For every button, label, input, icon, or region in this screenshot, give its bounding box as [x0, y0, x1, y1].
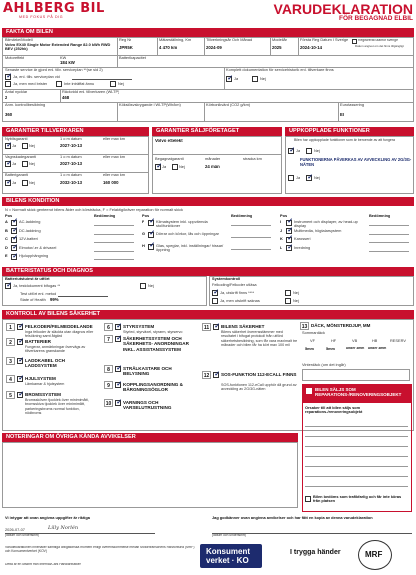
until-label-3: eller max km — [103, 173, 126, 177]
condition-item-checkbox[interactable] — [148, 220, 154, 226]
condition-assessment-line[interactable] — [231, 249, 271, 250]
safety-item-title: HJULSYSTEM — [25, 376, 56, 381]
safety-item-checkbox[interactable] — [115, 324, 121, 330]
seller-warranty-label: Begagnatgaranti — [155, 157, 184, 161]
condition-pos-header-2: Pos — [280, 214, 288, 218]
battery-cap-label: Batterikapacitet — [119, 56, 146, 60]
paint-warranty-date: 2027-10-13 — [60, 162, 82, 166]
safety-item-checkbox[interactable] — [115, 400, 121, 406]
new-warranty-label: Nybilsgaranti — [5, 137, 28, 141]
safety-item-number: 2 — [6, 338, 15, 346]
repair-object-title-text: BILEN SÄLJS SOM REPARATIONS-/RENOVERINGSOBJEKT — [315, 387, 402, 398]
sys-print-nej-label: Nej — [293, 291, 299, 295]
safety-item-checkbox[interactable] — [213, 324, 219, 330]
service-yes-checkbox[interactable] — [5, 74, 11, 80]
first-reg-label: Första Reg Datum I Sverige — [300, 38, 349, 42]
bat-test-ja-label: Ja, testdokument bifogas ** — [13, 284, 61, 288]
safety-item-number: 12 — [203, 373, 210, 379]
docs-nej-label: Nej — [260, 77, 266, 81]
year-value: 2025 — [272, 46, 282, 50]
section-warranty-header: GARANTIER TILLVERKAREN — [2, 127, 149, 136]
safety-item-desc: SOS-funktionen 112-eCall upphör då grund av avveckling av 2G/3G-näten — [221, 383, 297, 392]
anm-label: Anm. kontrollbesiktning — [5, 103, 46, 107]
paint-warranty-nej-checkbox[interactable] — [22, 161, 28, 167]
new-warranty-nej-label: Nej — [29, 144, 35, 148]
buyer-sign-label: Jag godkänner ovan angivna avvikelser och har fått en kopia av denna varudeklaration — [212, 516, 373, 520]
buyer-sign-sub: (datum och underskrift) — [212, 534, 246, 537]
condition-item-checkbox[interactable] — [11, 245, 17, 251]
section-safety-header: KONTROLL AV BILENS SÄKERHET — [2, 310, 414, 319]
condition-item-checkbox[interactable] — [11, 237, 17, 243]
condition-pos-header-0: Pos — [5, 214, 13, 218]
paint-warranty-ja-label: Ja — [12, 162, 17, 166]
brand-logo — [3, 2, 103, 19]
safety-item-checkbox[interactable] — [17, 358, 23, 364]
from-label-2: 1 o m datum — [60, 155, 82, 159]
safety-item-number: 7 — [104, 335, 113, 343]
safety-item-number: 10 — [105, 401, 112, 407]
condition-item-label: Hjulupphängning — [19, 254, 49, 259]
condition-item-checkbox[interactable] — [11, 228, 17, 234]
condition-item-letter: H — [142, 244, 145, 248]
traffic-danger-checkbox[interactable] — [305, 496, 311, 502]
condition-item-letter: E — [5, 254, 8, 259]
sys-print-ja-label: Ja, utskrift finns **** — [220, 291, 255, 295]
condition-item-label: Karosseri — [294, 237, 311, 242]
reg-value: JPR5K — [119, 46, 133, 50]
footer-web: Detta är en utskrift från Internal/Cars Handlarbutiken — [5, 563, 82, 566]
until-label-1: eller max km — [103, 137, 126, 141]
reg-abroad-checkbox[interactable] — [352, 39, 357, 44]
co2-label: Körbonikvärd (CO2 g/km) — [206, 103, 251, 107]
summer-tire-label: Sommardäck — [302, 331, 325, 335]
safety-item-number: 3 — [6, 357, 15, 365]
doc-title: VARUDEKLARATION — [273, 1, 413, 17]
seller-month-label: månader — [205, 157, 221, 161]
connected-affected-label: FUNKTIONERNA PÅVERKAS AV AVVECKLING AV 2G/3G-NÄTEN — [300, 157, 412, 167]
paint-warranty-label: Vagnskadegaranti — [5, 155, 37, 159]
seller-warranty-nej-checkbox[interactable] — [172, 164, 178, 170]
connected-ja-checkbox[interactable] — [288, 148, 294, 154]
odo-value: 4 470 km — [159, 46, 178, 50]
section-condition-header: BILENS KONDITION — [2, 197, 414, 206]
condition-item-checkbox[interactable] — [286, 237, 292, 243]
condition-assessment-line[interactable] — [231, 237, 271, 238]
safety-item-number: 8 — [104, 365, 113, 373]
safety-item-number: 5 — [6, 391, 15, 399]
doc-subtitle: FÖR BEGAGNAD ELBIL — [338, 15, 413, 22]
new-warranty-ja-label: Ja — [12, 144, 17, 148]
safety-item-title: FELKODER/FELMEDDELANDE — [25, 324, 93, 329]
notes-box[interactable] — [2, 442, 298, 508]
docs-label: Komplett dokumentation för servicehistorik enl. tillverkare finns — [226, 68, 334, 72]
soh-value: 99% — [50, 298, 59, 302]
sys-missing-ja-checkbox[interactable] — [212, 298, 218, 304]
odo-label: Mätarställning, Km — [159, 38, 192, 42]
condition-assessment-line[interactable] — [94, 234, 134, 235]
docs-ja-checkbox[interactable] — [226, 76, 232, 82]
safety-item-checkbox[interactable] — [17, 376, 23, 382]
kw-value: 184 kW — [60, 61, 75, 65]
cons-label: Kökslösvskrygande i WLTP(Wh/km) — [119, 103, 181, 107]
condition-item-letter: F — [142, 220, 145, 224]
tire-col-hb: HB — [372, 339, 378, 343]
section-facts-header: FAKTA OM BILEN — [2, 28, 414, 37]
condition-grid — [2, 214, 414, 263]
service-flaw-checkbox[interactable] — [5, 81, 11, 87]
tire-col-res: RESERV — [390, 339, 406, 343]
tire-number: 13 — [301, 324, 308, 330]
condition-item-checkbox[interactable] — [286, 220, 292, 226]
winter-tire-label: Vinterdäck (om det ingår) — [302, 363, 346, 367]
condition-item-letter: G — [142, 232, 146, 236]
bat-warranty-label: Batterigaranti — [5, 173, 29, 177]
range-label: Räckvidd enl. tillverkaren (WLTP) — [62, 90, 120, 94]
seller-ja-label: Ja — [162, 165, 167, 169]
new-warranty-nej-checkbox[interactable] — [22, 143, 28, 149]
mfg-label: Tillverkningsår Och Månad — [206, 38, 253, 42]
reg-abroad-note: Datum angivet om det finns tillgängligt — [355, 45, 404, 48]
seller-km-label: stracka km — [243, 157, 262, 161]
sys-missing-ja-label: Ja, men utskrift saknas — [220, 299, 260, 303]
seller-name: Volvo eSelekt — [155, 139, 183, 143]
condition-item-letter: A — [5, 220, 8, 224]
safety-item-title: KOPPLINGSANORDNING & BÄRGNINGSÖGLOR — [123, 382, 183, 393]
footer-text: Varudeklarationen innehåller samtliga obligatoriska moment enligt överenskommelse mellan Motorbranschens Riksförbund (MRF) och Konsumentverket (KOV) — [5, 546, 195, 553]
condition-item-label: Multimedia, högtalarsystem — [294, 228, 342, 233]
condition-assessment-line[interactable] — [94, 242, 134, 243]
trygg-text: I trygga händer — [290, 549, 341, 556]
bat-warranty-nej-label: Nej — [29, 181, 35, 185]
sys-missing-nej-checkbox[interactable] — [285, 298, 291, 304]
reg-label: Reg Nr — [119, 38, 132, 42]
from-label-1: 1 o m datum — [60, 137, 82, 141]
condition-assessment-line[interactable] — [94, 251, 134, 252]
paint-warranty-ja-checkbox[interactable] — [5, 161, 11, 167]
safety-item-desc: Lämkamar & hjulsystem — [25, 382, 65, 386]
safety-item-checkbox[interactable] — [17, 339, 23, 345]
connected-question: Bilen har uppkopplade funktioner som är beroende av att fungera — [294, 138, 395, 142]
safety-item-checkbox[interactable] — [115, 382, 121, 388]
safety-item-number: 9 — [104, 381, 113, 389]
keys-label: Antal nycklar — [5, 90, 28, 94]
year-label: Modellår — [272, 38, 287, 42]
bat-warranty-ja-label: Ja — [12, 181, 17, 185]
tire-col-vb: VB — [352, 339, 358, 343]
service-nej-checkbox[interactable] — [110, 81, 116, 87]
safety-item-number: 4 — [6, 375, 15, 383]
section-seller-warranty-header: GARANTIER SÄLJFÖRETAGET — [152, 127, 282, 136]
safety-item-title: STRÅLKASTARE OCH BELYSNING — [123, 366, 172, 377]
service-label: Senaste service är gjord enl. tillv. serviceplan **(se sid 2) — [5, 68, 103, 72]
condition-item-checkbox[interactable] — [286, 245, 292, 251]
service-none-label: Inte inträffat ännu — [64, 82, 95, 86]
from-label-3: 1 o m datum — [60, 173, 82, 177]
bat-warranty-ja-checkbox[interactable] — [5, 180, 11, 186]
repair-reason-label: Orsaker till att bilen säljs som reparations-/renoveringsobjekt — [305, 406, 363, 415]
tire-hb: under 3mm — [368, 347, 387, 350]
condition-item-label: DC-laddning — [19, 228, 41, 233]
condition-item-letter: L — [280, 245, 283, 250]
condition-item-letter: B — [5, 228, 8, 233]
affected-ja-checkbox[interactable] — [288, 175, 294, 181]
safety-item-desc: Fungerar, anmärkningar övervägs av tillverkarens granskande — [25, 345, 86, 354]
bat-test-label: Batteriutstuiest är utfört — [5, 277, 50, 281]
range-value: 468 — [62, 96, 70, 100]
safety-item-number: 6 — [104, 323, 113, 331]
model-value: Volvo EX40 Single Motor Extended Range 82.0 kWh RWD BEV (252hk) — [5, 43, 111, 52]
seller-sign-label: Vi intygar att ovan angivna uppgifter är riktiga — [5, 516, 90, 520]
safety-item-title: LADDKABEL OCH LADDSYSTEM — [25, 358, 65, 369]
tire-title: DÄCK, MÖNSTERDJUP, MM — [311, 323, 371, 328]
kov-line2: verket · KO — [206, 556, 249, 565]
condition-item-checkbox[interactable] — [148, 244, 154, 250]
kw-label: KW — [60, 56, 67, 60]
service-none-checkbox[interactable] — [56, 81, 62, 87]
condition-legend: N = Normalt skick genteerot bilens ålder och körsträcka, F = Felaktig/kräver reparation för normalt skick — [5, 208, 183, 212]
condition-item-checkbox[interactable] — [148, 232, 154, 238]
safety-item-title: BROMSSYSTEM — [25, 392, 61, 397]
reg-abroad-label: Registrerat utanför sverige — [358, 39, 398, 42]
safety-item-title: BATTERIER — [25, 339, 51, 344]
sys-print-ja-checkbox[interactable] — [212, 290, 218, 296]
tire-hf: 5mm — [326, 347, 335, 351]
anm-value: 360 — [5, 113, 13, 117]
affected-ja-label: Ja — [296, 176, 301, 180]
condition-item-label: 12V-batteri — [19, 237, 38, 242]
test-method-label: Test utfört enl. metod — [20, 292, 57, 296]
condition-pos-header-1: Pos — [142, 214, 150, 218]
safety-item-checkbox[interactable] — [17, 392, 23, 398]
condition-item-label: Inredning — [294, 245, 311, 250]
condition-item-letter: D — [5, 245, 8, 250]
condition-item-checkbox[interactable] — [286, 228, 292, 234]
safety-item-checkbox[interactable] — [115, 336, 121, 342]
section-battery-header: BATTERISTATUS OCH DIAGNOS — [2, 267, 414, 276]
safety-item-checkbox[interactable] — [17, 324, 23, 330]
safety-item-desc: Bromssköven tjocklek över minimimått, bromsskiva tjocklek över minimimått, parkeringsbroms normal funktion, nödbroms — [25, 398, 89, 416]
connected-nej-checkbox[interactable] — [306, 148, 312, 154]
tire-col-hf: HF — [331, 339, 337, 343]
euro-value: El — [340, 113, 345, 117]
safety-item-title: STYRSYSTEM — [123, 324, 155, 329]
condition-item-label: Glas, speglar, inkl. inställningar/ hissar/öppning — [156, 244, 224, 253]
repair-object-checkbox[interactable] — [306, 388, 312, 394]
condition-item-label: Elmotor/-er & drivaxel — [19, 245, 57, 250]
condition-assessment-line[interactable] — [369, 225, 409, 226]
safety-item-desc: Bilens säkerhet överensstämmer med resultatet i bifogat protokoll från utförd säkerhetsbesiktning, som får vara maximalt tre månader och bilen får ha kört max 100 mil — [221, 330, 298, 348]
safety-item-title: SÄKERHETSSYSTEM OCH SÄKERHETS- ANORDNINGAR INKL. ASSISTANSSYSTEM — [123, 336, 189, 352]
condition-bed-header-2: Bedömning — [369, 214, 391, 218]
safety-item-number: 1 — [6, 323, 15, 331]
tire-vb: under 3mm — [346, 347, 365, 350]
keys-value: 2 — [5, 96, 8, 100]
condition-assessment-line[interactable] — [94, 259, 134, 260]
mrf-logo-text: MRF — [365, 550, 383, 559]
mfg-value: 2024-09 — [206, 46, 222, 50]
condition-assessment-line[interactable] — [94, 225, 134, 226]
sys-missing-nej-label: Nej — [293, 299, 299, 303]
docs-ja-label: Ja — [234, 77, 239, 81]
seller-sign-sub: (datum och underskrift) — [5, 534, 39, 537]
affected-nej-checkbox[interactable] — [306, 175, 312, 181]
connected-ja-label: Ja — [296, 149, 301, 153]
service-yes-label: Ja, enl. tillv. serviceplan vid — [13, 75, 60, 79]
section-connected-header: UPPKOPPLADE FUNKTIONER — [285, 127, 414, 136]
model-label: Bilmärke/Modell — [5, 38, 33, 42]
condition-item-letter: J — [280, 228, 283, 233]
seller-sign-date: 2026-07-07 — [5, 528, 25, 532]
condition-item-checkbox[interactable] — [11, 220, 17, 226]
seller-warranty-ja-checkbox[interactable] — [155, 164, 161, 170]
until-label-2: eller max km — [103, 155, 126, 159]
condition-item-letter: C — [5, 237, 8, 242]
power-label: Motoreffekt — [5, 56, 25, 60]
bat-warranty-km: 160 000 — [103, 181, 119, 185]
fault-read-label: Felkoding/Felkoder utläsa — [212, 283, 257, 287]
seller-nej-label: Nej — [179, 165, 185, 169]
condition-item-checkbox[interactable] — [11, 254, 17, 260]
condition-item-label: Dörrar och körkor, lås och öppningar — [156, 232, 219, 236]
section-notes-header: NOTERINGAR OM ÖVRIGA KÄNDA AVVIKELSER — [2, 433, 298, 442]
condition-item-label: Instrument och displayer, av head-up display — [294, 220, 358, 229]
condition-assessment-line[interactable] — [369, 251, 409, 252]
bat-warranty-date: 2032-10-13 — [60, 181, 82, 185]
connected-nej-label: Nej — [314, 149, 320, 153]
seller-months: 24 mån — [205, 165, 220, 169]
service-nej-label: Nej — [118, 82, 124, 86]
condition-assessment-line[interactable] — [369, 234, 409, 235]
sys-print-nej-checkbox[interactable] — [285, 290, 291, 296]
brand-name: AHLBERG BIL — [3, 1, 105, 16]
condition-item-letter: I — [280, 220, 282, 224]
condition-assessment-line[interactable] — [369, 242, 409, 243]
condition-bed-header-1: Bedömning — [231, 214, 253, 218]
euro-label: Eurotassering — [340, 103, 365, 107]
safety-item-checkbox[interactable] — [115, 366, 121, 372]
safety-item-number: 11 — [203, 325, 210, 331]
condition-assessment-line[interactable] — [231, 225, 271, 226]
seller-signature: Lilly Norlén — [48, 525, 79, 531]
repair-object-box — [302, 384, 412, 512]
safety-item-checkbox[interactable] — [213, 372, 219, 378]
safety-item-desc: Inga felkoder är släckta utan diagnos eller felsökning samt åtgärd — [25, 330, 94, 339]
bat-test-nej-checkbox[interactable] — [140, 283, 146, 289]
brand-tagline: MED FOKUS PÅ DIG — [19, 15, 64, 19]
condition-item-label: Klimatsystem inkl. uppvärmda stol/funktioner — [156, 220, 208, 229]
condition-item-letter: K — [280, 237, 283, 242]
traffic-danger-label: Bilen bedöms som trafikfarlig och får inte köras från platsen — [313, 495, 402, 504]
affected-nej-label: Nej — [314, 176, 320, 180]
first-reg-value: 2024-10-14 — [300, 46, 322, 50]
safety-item-title: BILENS SÄKERHET — [221, 324, 265, 329]
new-warranty-ja-checkbox[interactable] — [5, 143, 11, 149]
safety-item-desc: Styrled, styrväxel, styrarm, styrservo — [123, 330, 183, 334]
mrf-logo — [358, 540, 392, 570]
bat-test-nej-label: Nej — [148, 284, 154, 288]
safety-item-title: SOS-FUNKTION 112-ECALL FINNS — [221, 372, 297, 377]
tire-vf: 5mm — [305, 347, 314, 351]
condition-item-label: AC-laddning — [19, 220, 41, 224]
soh-label: State of Health — [20, 298, 46, 302]
service-flaw-label: Ja, men med brister — [13, 82, 48, 86]
paint-warranty-nej-label: Nej — [29, 162, 35, 166]
condition-bed-header-0: Bedömning — [94, 214, 116, 218]
tire-col-vf: VF — [310, 339, 315, 343]
docs-nej-checkbox[interactable] — [252, 76, 258, 82]
sys-check-label: Systemkontroll — [212, 277, 241, 281]
safety-item-title: VARNINGS OCH VARSELUTRUSTNING — [123, 400, 172, 411]
new-warranty-date: 2027-10-13 — [60, 144, 82, 148]
bat-test-ja-checkbox[interactable] — [5, 283, 11, 289]
bat-warranty-nej-checkbox[interactable] — [22, 180, 28, 186]
kov-line1: Konsument — [206, 547, 250, 556]
konsumentverket-logo — [200, 544, 262, 568]
